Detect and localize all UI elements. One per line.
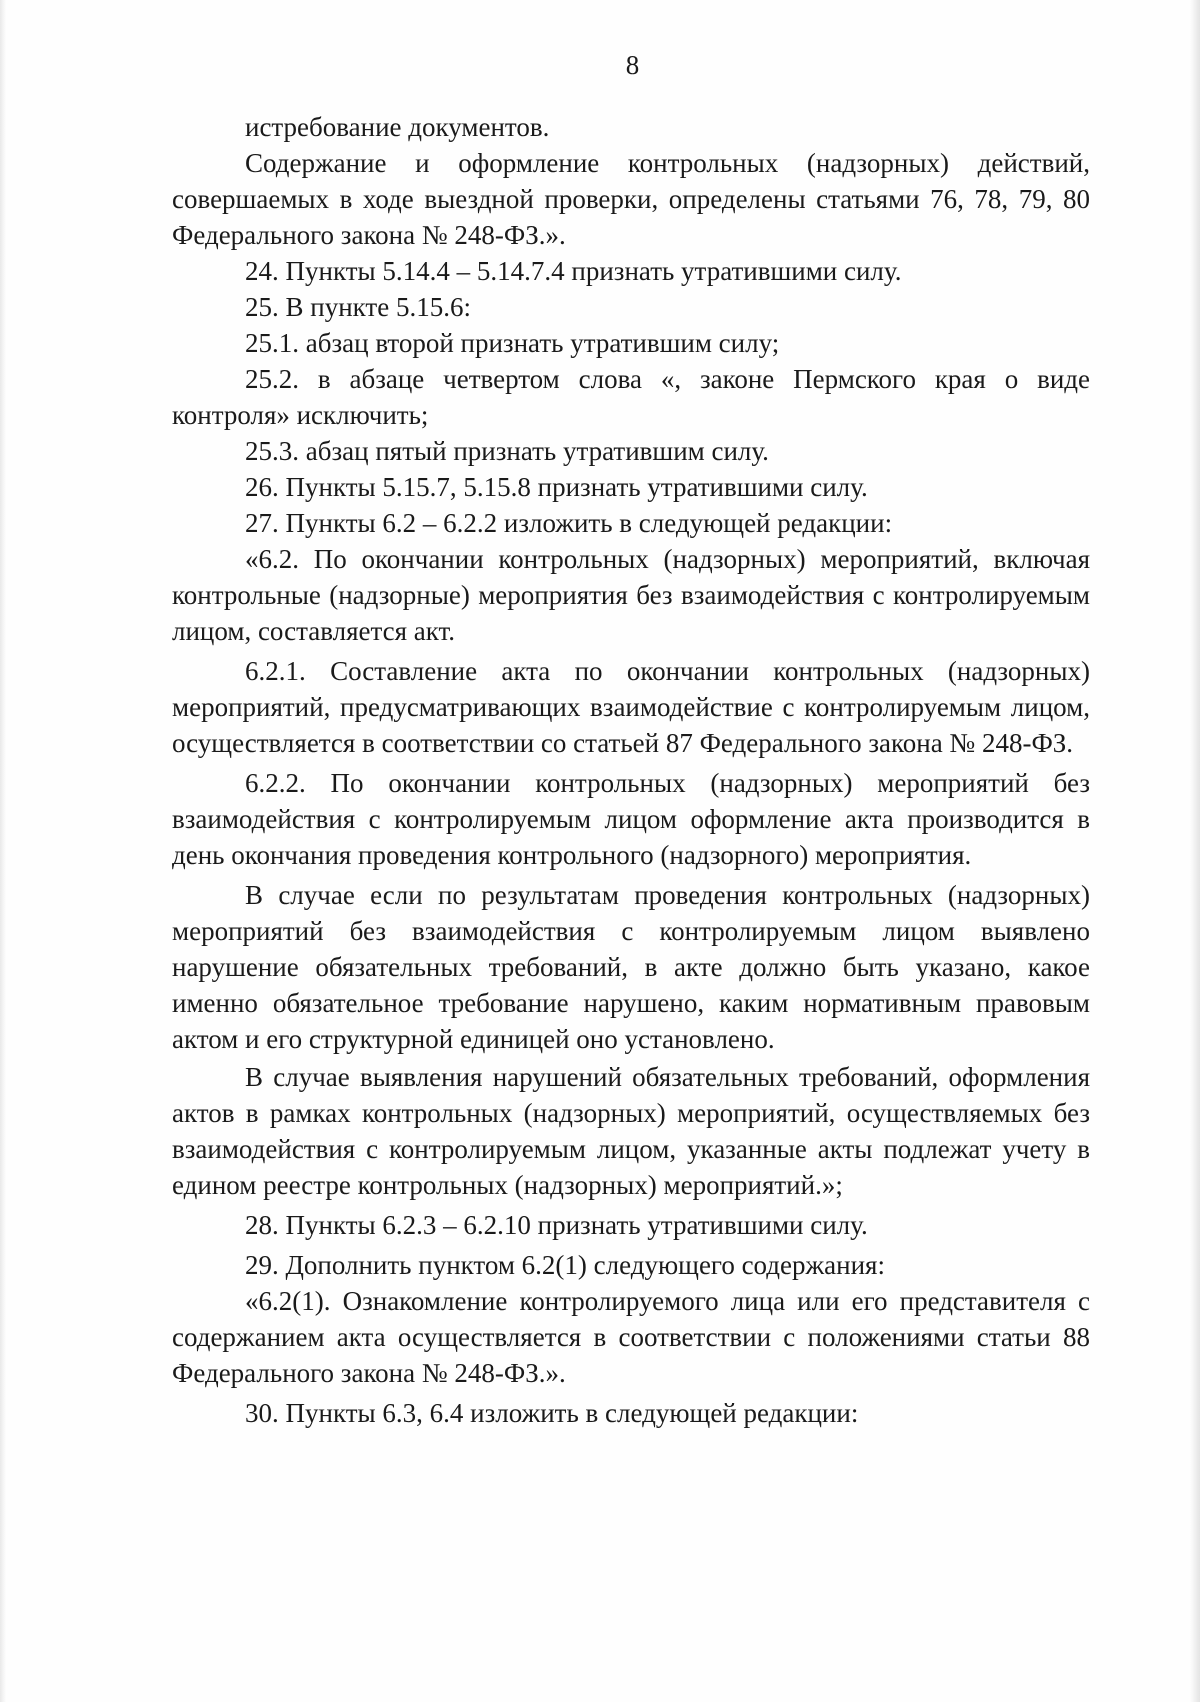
paragraph-continuation: истребование документов. — [245, 112, 550, 142]
paragraph-item-27: 27. Пункты 6.2 – 6.2.2 изложить в следующей редакции: — [245, 508, 893, 538]
document-body — [172, 109, 1090, 1431]
paragraph-inspection-actions: Содержание и оформление контрольных (надзорных) действий, совершаемых в ходе выездной проверки, определены статьями 76, 78, 79, 80 Федерального закона № 248-ФЗ.». — [172, 148, 1090, 250]
paragraph-item-26: 26. Пункты 5.15.7, 5.15.8 признать утратившими силу. — [245, 472, 868, 502]
paragraph-item-24: 24. Пункты 5.14.4 – 5.14.7.4 признать утратившими силу. — [245, 256, 902, 286]
paragraph-item-25-3: 25.3. абзац пятый признать утратившим силу. — [245, 436, 769, 466]
paragraph-violation-registry: В случае выявления нарушений обязательных требований, оформления актов в рамках контрольных (надзорных) мероприятий, осуществляемых без взаимодействия с контролируемым лицом, указанные акты подлежат учету в едином реестре контрольных (надзорных) мероприятий.»; — [172, 1062, 1090, 1200]
paragraph-item-28: 28. Пункты 6.2.3 – 6.2.10 признать утратившими силу. — [245, 1210, 868, 1240]
paragraph-clause-6-2-1: 6.2.1. Составление акта по окончании контрольных (надзорных) мероприятий, предусматривающих взаимодействие с контролируемым лицом, осуществляется в соответствии со статьей 87 Федерального закона № 248-ФЗ. — [172, 656, 1090, 758]
paragraph-clause-6-2-1-familiarization: «6.2(1). Ознакомление контролируемого лица или его представителя с содержанием акта осуществляется в соответствии с положениями статьи 88 Федерального закона № 248-ФЗ.». — [172, 1286, 1090, 1388]
paragraph-item-25-1: 25.1. абзац второй признать утратившим силу; — [245, 328, 780, 358]
paragraph-item-25-2: 25.2. в абзаце четвертом слова «, законе Пермского края о виде контроля» исключить; — [172, 364, 1090, 430]
paragraph-item-30: 30. Пункты 6.3, 6.4 изложить в следующей редакции: — [245, 1398, 859, 1428]
paragraph-item-29: 29. Дополнить пунктом 6.2(1) следующего содержания: — [245, 1250, 885, 1280]
paragraph-clause-6-2: «6.2. По окончании контрольных (надзорных) мероприятий, включая контрольные (надзорные) мероприятия без взаимодействия с контролируемым лицом, составляется акт. — [172, 544, 1090, 646]
scan-edge-left — [0, 0, 6, 1702]
page-number: 8 — [625, 50, 640, 80]
scan-edge-right — [1190, 0, 1200, 1702]
paragraph-violation-case: В случае если по результатам проведения контрольных (надзорных) мероприятий без взаимодействия с контролируемым лицом выявлено нарушение обязательных требований, в акте должно быть указано, какое именно обязательное требование нарушено, каким нормативным правовым актом и его структурной единицей оно установлено. — [172, 880, 1090, 1054]
paragraph-clause-6-2-2: 6.2.2. По окончании контрольных (надзорных) мероприятий без взаимодействия с контролируемым лицом оформление акта производится в день окончания проведения контрольного (надзорного) мероприятия. — [172, 768, 1090, 870]
paragraph-item-25: 25. В пункте 5.15.6: — [245, 292, 471, 322]
